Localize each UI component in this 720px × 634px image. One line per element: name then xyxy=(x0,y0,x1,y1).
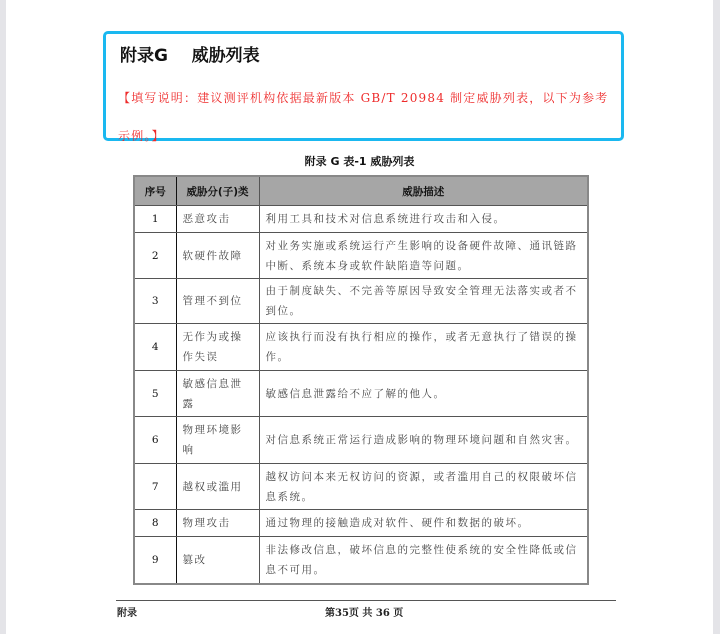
row-description: 利用工具和技术对信息系统进行攻击和入侵。 xyxy=(259,206,588,233)
row-description: 对信息系统正常运行造成影响的物理环境问题和自然灾害。 xyxy=(259,417,588,464)
row-index: 4 xyxy=(134,324,176,371)
header-description: 威胁描述 xyxy=(259,176,588,206)
row-index: 1 xyxy=(134,206,176,233)
table-row xyxy=(134,464,588,510)
row-category: 管理不到位 xyxy=(176,279,259,324)
footer-divider xyxy=(116,600,616,601)
table-row xyxy=(134,324,588,371)
row-index: 6 xyxy=(134,417,176,464)
row-index: 9 xyxy=(134,537,176,584)
row-category: 恶意攻击 xyxy=(176,206,259,233)
table-caption: 附录 G 表-1 威胁列表 xyxy=(304,155,415,168)
row-category: 越权或滥用 xyxy=(176,464,259,510)
table-row xyxy=(134,233,588,279)
footer-page-number: 第35页 共 36 页 xyxy=(325,608,404,619)
table-row xyxy=(134,371,588,417)
header-index: 序号 xyxy=(134,176,176,206)
row-category: 物理环境影响 xyxy=(176,417,259,464)
table-row xyxy=(134,510,588,537)
row-description: 对业务实施或系统运行产生影响的设备硬件故障、通讯链路中断、系统本身或软件缺陷造等问题。 xyxy=(259,233,588,279)
header-category: 威胁分(子)类 xyxy=(176,176,259,206)
row-category: 篡改 xyxy=(176,537,259,584)
table-header-row xyxy=(134,176,588,206)
fill-instruction-note: 【填写说明：建议测评机构依据最新版本 GB/T 20984 制定威胁列表，以下为参考示例。】 xyxy=(118,91,609,143)
table-row xyxy=(134,537,588,584)
document-page xyxy=(6,0,713,634)
row-category: 软硬件故障 xyxy=(176,233,259,279)
row-index: 8 xyxy=(134,510,176,537)
row-description: 由于制度缺失、不完善等原因导致安全管理无法落实或者不到位。 xyxy=(259,279,588,324)
appendix-title: 附录G 威胁列表 xyxy=(120,46,260,66)
row-description: 越权访问本来无权访问的资源，或者滥用自己的权限破坏信息系统。 xyxy=(259,464,588,510)
row-category: 物理攻击 xyxy=(176,510,259,537)
row-description: 非法修改信息，破坏信息的完整性使系统的安全性降低或信息不可用。 xyxy=(259,537,588,584)
row-index: 3 xyxy=(134,279,176,324)
fill-instruction-box xyxy=(103,31,624,141)
row-category: 敏感信息泄露 xyxy=(176,371,259,417)
row-description: 应该执行而没有执行相应的操作，或者无意执行了错误的操作。 xyxy=(259,324,588,371)
footer-section-label: 附录 xyxy=(117,608,137,619)
table-row xyxy=(134,279,588,324)
threat-table xyxy=(133,175,589,585)
row-index: 7 xyxy=(134,464,176,510)
row-description: 通过物理的接触造成对软件、硬件和数据的破坏。 xyxy=(259,510,588,537)
row-index: 2 xyxy=(134,233,176,279)
table-row xyxy=(134,206,588,233)
table-row xyxy=(134,417,588,464)
row-index: 5 xyxy=(134,371,176,417)
row-category: 无作为或操作失误 xyxy=(176,324,259,371)
row-description: 敏感信息泄露给不应了解的他人。 xyxy=(259,371,588,417)
